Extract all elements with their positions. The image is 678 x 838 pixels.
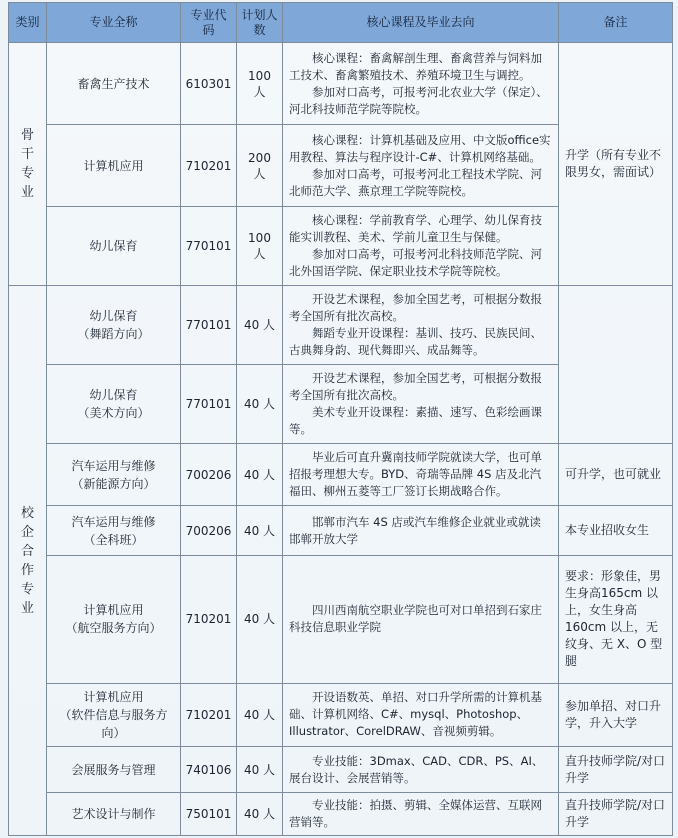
course-paragraph: 核心课程：学前教育学、心理学、幼儿保育技能实训教程、美术、学前儿童卫生与保健。 <box>289 213 542 245</box>
enrollment-plan: 100 人 <box>237 43 283 125</box>
major-name-line: （新能源方向） <box>71 476 156 491</box>
header-plan: 计划人数 <box>237 3 283 43</box>
enrollment-plan: 40 人 <box>237 506 283 556</box>
course-destination-cell <box>283 125 559 207</box>
major-name-cell <box>47 443 181 506</box>
category-cell <box>9 286 47 836</box>
course-paragraph: 开设艺术课程，参加全国艺考，可根据分数报考全国所有批次高校。 <box>289 370 542 402</box>
course-destination-cell <box>283 792 559 835</box>
note-cell: 直升技师学院/对口升学 <box>559 792 673 835</box>
note-cell <box>559 286 673 444</box>
course-destination-cell <box>283 286 559 365</box>
course-destination-cell <box>283 443 559 506</box>
header-note: 备注 <box>559 3 673 43</box>
category-label: 骨干专业 <box>20 128 34 201</box>
table-row <box>9 556 673 683</box>
table-row <box>9 506 673 556</box>
enrollment-plan: 40 人 <box>237 443 283 506</box>
course-paragraph: 舞蹈专业开设课程：基训、技巧、民族民间、古典舞身韵、现代舞即兴、成品舞等。 <box>289 325 542 357</box>
header-code: 专业代码 <box>181 3 237 43</box>
course-destination-cell <box>283 506 559 556</box>
major-name-line: （美术方向） <box>77 405 150 420</box>
major-name-line: （全科班） <box>83 532 144 547</box>
major-name-line: 汽车运用与维修 <box>71 514 156 529</box>
major-name-cell <box>47 207 181 286</box>
major-name-cell <box>47 792 181 835</box>
major-name-line: 幼儿保育 <box>89 308 138 323</box>
table-row <box>9 792 673 835</box>
major-name-cell <box>47 683 181 747</box>
major-name-cell <box>47 747 181 792</box>
course-paragraph: 专业技能：拍摄、剪辑、全媒体运营、互联网营销等。 <box>289 797 542 829</box>
course-destination-cell <box>283 43 559 125</box>
category-cell <box>9 43 47 286</box>
note-cell: 要求：形象佳，男生身高165cm 以上，女生身高160cm 以上，无纹身、无 X、O 型腿 <box>559 556 673 683</box>
header-category: 类别 <box>9 3 47 43</box>
major-name-line: 幼儿保育 <box>89 239 138 254</box>
course-paragraph: 开设语数英、单招、对口升学所需的计算机基础、计算机网络、C#、mysql、Photoshop、Illustrator、CorelDRAW、音视频剪辑。 <box>289 690 542 739</box>
major-code: 740106 <box>181 747 237 792</box>
table-row <box>9 443 673 506</box>
course-paragraph: 邯郸市汽车 4S 店或汽车维修企业就业或就读邯郸开放大学 <box>289 514 541 546</box>
major-code: 710201 <box>181 556 237 683</box>
major-code: 710201 <box>181 683 237 747</box>
course-paragraph: 参加对口高考，可报考河北科技师范学院、河北外国语学院、保定职业技术学院等院校。 <box>289 247 542 279</box>
major-name-line: 幼儿保育 <box>89 387 138 402</box>
course-paragraph: 参加对口高考，可报考河北农业大学（保定）、河北科技师范学院等院校。 <box>289 84 548 116</box>
course-paragraph: 参加对口高考，可报考河北工程技术学院、河北师范大学、燕京理工学院等院校。 <box>289 166 542 198</box>
course-paragraph: 核心课程：计算机基础及应用、中文版office实用教程、算法与程序设计-C#、计算机网络基础。 <box>289 132 551 164</box>
major-name-cell <box>47 125 181 207</box>
major-name-line: （软件信息与服务方向） <box>59 707 168 740</box>
note-cell: 本专业招收女生 <box>559 506 673 556</box>
major-name-line: 汽车运用与维修 <box>71 458 156 473</box>
major-code: 770101 <box>181 207 237 286</box>
enrollment-plan: 40 人 <box>237 683 283 747</box>
enrollment-plan: 40 人 <box>237 556 283 683</box>
major-name-line: 会展服务与管理 <box>71 762 156 777</box>
major-name-line: 计算机应用 <box>83 689 144 704</box>
major-name-line: 畜禽生产技术 <box>77 76 150 91</box>
enrollment-plan: 200 人 <box>237 125 283 207</box>
table-header-row <box>9 3 673 43</box>
major-name-cell <box>47 43 181 125</box>
note-cell: 升学（所有专业不限男女，需面试） <box>559 43 673 286</box>
major-name-cell <box>47 286 181 365</box>
enrollment-plan: 40 人 <box>237 286 283 365</box>
course-destination-cell <box>283 747 559 792</box>
course-paragraph: 专业技能：3Dmax、CAD、CDR、PS、AI、展台设计、会展营销等。 <box>289 753 544 785</box>
course-destination-cell <box>283 556 559 683</box>
enrollment-plan: 100 人 <box>237 207 283 286</box>
major-code: 610301 <box>181 43 237 125</box>
table-row <box>9 747 673 792</box>
major-name-cell <box>47 556 181 683</box>
major-code: 750101 <box>181 792 237 835</box>
major-code: 700206 <box>181 506 237 556</box>
course-destination-cell <box>283 364 559 443</box>
course-paragraph: 美术专业开设课程：素描、速写、色彩绘画课等。 <box>289 404 542 436</box>
table-row <box>9 286 673 365</box>
major-name-line: （航空服务方向） <box>65 621 162 636</box>
course-paragraph: 核心课程：畜禽解剖生理、畜禽营养与饲料加工技术、畜禽繁殖技术、养殖环境卫生与调控。 <box>289 50 542 82</box>
major-code: 700206 <box>181 443 237 506</box>
note-cell: 直升技师学院/对口升学 <box>559 747 673 792</box>
major-name-line: （舞蹈方向） <box>77 326 150 341</box>
enrollment-plan: 40 人 <box>237 364 283 443</box>
course-paragraph: 毕业后可直升冀南技师学院就读大学，也可单招报考理想大专。BYD、奇瑞等品牌 4S 店及北汽福田、柳州五菱等工厂签订长期战略合作。 <box>289 450 542 499</box>
header-name: 专业全称 <box>47 3 181 43</box>
major-code: 770101 <box>181 364 237 443</box>
enrollment-table <box>8 2 673 836</box>
table-row <box>9 683 673 747</box>
major-name-line: 艺术设计与制作 <box>71 806 156 821</box>
major-code: 770101 <box>181 286 237 365</box>
table-body <box>9 43 673 836</box>
table-row <box>9 43 673 125</box>
course-destination-cell <box>283 207 559 286</box>
course-paragraph: 开设艺术课程，参加全国艺考，可根据分数报考全国所有批次高校。 <box>289 291 542 323</box>
category-label: 校企合作专业 <box>20 505 34 616</box>
major-name-line: 计算机应用 <box>83 603 144 618</box>
major-name-line: 计算机应用 <box>83 158 144 173</box>
enrollment-table-container <box>8 2 672 836</box>
header-course: 核心课程及毕业去向 <box>283 3 559 43</box>
note-cell: 参加单招、对口升学，升入大学 <box>559 683 673 747</box>
major-code: 710201 <box>181 125 237 207</box>
major-name-cell <box>47 506 181 556</box>
enrollment-plan: 40 人 <box>237 792 283 835</box>
note-cell: 可升学，也可就业 <box>559 443 673 506</box>
course-paragraph: 四川西南航空职业学院也可对口单招到石家庄科技信息职业学院 <box>289 603 542 635</box>
enrollment-plan: 40 人 <box>237 747 283 792</box>
course-destination-cell <box>283 683 559 747</box>
major-name-cell <box>47 364 181 443</box>
